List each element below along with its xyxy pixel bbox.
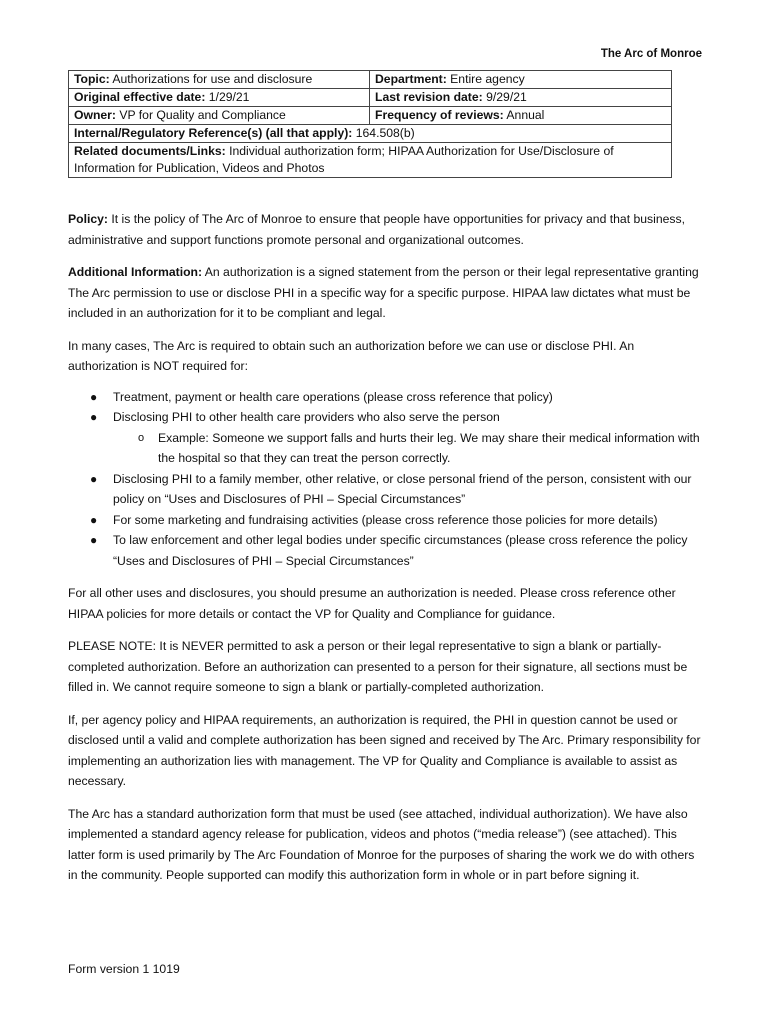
table-row bbox=[69, 143, 672, 178]
list-item bbox=[90, 387, 702, 408]
review-frequency-cell bbox=[370, 107, 672, 125]
topic-cell bbox=[69, 71, 370, 89]
review-frequency-value: Annual bbox=[506, 108, 545, 122]
related-documents-value: Individual authorization form; HIPAA Authorization for Use/Disclosure of Information for Publication, Videos and Photos bbox=[74, 144, 614, 175]
circle-bullet-icon: o bbox=[138, 431, 145, 444]
bullet-icon: ● bbox=[90, 512, 98, 527]
requirements-paragraph: If, per agency policy and HIPAA requirements, an authorization is required, the PHI in question cannot be used or disclosed until a valid and complete authorization has been signed and received by The Arc. Primary responsibility for implementing an authorization lies with management. The VP for Quality and Compliance is available to assist as necessary. bbox=[68, 712, 701, 788]
policy-paragraph bbox=[68, 209, 702, 250]
table-row bbox=[69, 107, 672, 125]
table-row bbox=[69, 71, 672, 89]
reference-label: Internal/Regulatory Reference(s) (all that apply): bbox=[74, 126, 353, 140]
bullet-icon: ● bbox=[90, 533, 98, 547]
form-version: Form version 1 1019 bbox=[68, 962, 180, 976]
department-cell bbox=[370, 71, 672, 89]
list-item bbox=[90, 407, 702, 469]
additional-info-paragraph bbox=[68, 262, 702, 324]
related-documents-label: Related documents/Links: bbox=[74, 144, 226, 158]
list-item-text: Treatment, payment or health care operations (please cross reference that policy) bbox=[113, 389, 553, 404]
policy-label: Policy: bbox=[68, 212, 108, 226]
standard-form-paragraph: The Arc has a standard authorization form that must be used (see attached, individual authorization). We have also implemented a standard agency release for publication, videos and photos (“media release”) (see attached). This latter form is used primarily by The Arc Foundation of Monroe for the purposes of sharing the work we do with others in the community. People supported can modify this authorization form in whole or in part before signing it. bbox=[68, 806, 695, 882]
sub-list-item bbox=[138, 428, 702, 469]
list-item-text: Disclosing PHI to a family member, other relative, or close personal friend of the person, consistent with our policy on “Uses and Disclosures of PHI – Special Circumstances” bbox=[113, 471, 692, 506]
list-item bbox=[90, 530, 702, 571]
department-label: Department: bbox=[375, 72, 447, 86]
topic-label: Topic: bbox=[74, 72, 110, 86]
policy-metadata-table bbox=[68, 70, 672, 178]
additional-info-text: An authorization is a signed statement from the person or their legal representative granting The Arc permission to use or disclose PHI in a specific way for a specific purpose. HIPAA law dictates what must be included in an authorization for it to be compliant and legal. bbox=[68, 265, 699, 320]
owner-label: Owner: bbox=[74, 108, 116, 122]
bullet-icon: ● bbox=[90, 389, 98, 404]
please-note-paragraph: PLEASE NOTE: It is NEVER permitted to ask a person or their legal representative to sign a blank or partially-completed authorization. Before an authorization can presented to a person for their signature, all sections must be filled in. We cannot require someone to sign a blank or partially-completed authorization. bbox=[68, 639, 688, 694]
original-date-cell bbox=[69, 89, 370, 107]
list-item-text: For some marketing and fundraising activities (please cross reference those policies for more details) bbox=[113, 512, 658, 527]
other-uses-paragraph: For all other uses and disclosures, you should presume an authorization is needed. Please cross reference other HIPAA policies for more details or contact the VP for Quality and Compliance for guidance. bbox=[68, 586, 676, 621]
list-item bbox=[90, 510, 702, 531]
sub-list bbox=[113, 428, 702, 469]
owner-value: VP for Quality and Compliance bbox=[119, 108, 286, 122]
original-date-label: Original effective date: bbox=[74, 90, 206, 104]
list-item-text: To law enforcement and other legal bodies under specific circumstances (please cross reference the policy “Uses and Disclosures of PHI – Special Circumstances” bbox=[113, 533, 688, 568]
exception-list bbox=[68, 387, 702, 572]
topic-value: Authorizations for use and disclosure bbox=[112, 72, 313, 86]
list-item bbox=[90, 469, 702, 510]
policy-body bbox=[68, 209, 702, 898]
revision-date-value: 9/29/21 bbox=[486, 90, 527, 104]
list-item-text: Disclosing PHI to other health care providers who also serve the person bbox=[113, 410, 500, 424]
revision-date-label: Last revision date: bbox=[375, 90, 483, 104]
sub-list-item-text: Example: Someone we support falls and hurts their leg. We may share their medical information with the hospital so that they can treat the person correctly. bbox=[158, 430, 700, 465]
original-date-value: 1/29/21 bbox=[208, 90, 250, 104]
owner-cell bbox=[69, 107, 370, 125]
table-row bbox=[69, 89, 672, 107]
revision-date-cell bbox=[370, 89, 672, 107]
bullet-icon: ● bbox=[90, 410, 98, 424]
department-value: Entire agency bbox=[450, 72, 525, 86]
review-frequency-label: Frequency of reviews: bbox=[375, 108, 504, 122]
organization-name: The Arc of Monroe bbox=[600, 48, 702, 60]
related-documents-cell bbox=[69, 143, 672, 178]
reference-value: 164.508(b) bbox=[355, 126, 415, 140]
many-cases-paragraph: In many cases, The Arc is required to obtain such an authorization before we can use or disclose PHI. An authorization is NOT required for: bbox=[68, 338, 635, 373]
additional-info-label: Additional Information: bbox=[68, 265, 203, 279]
policy-text: It is the policy of The Arc of Monroe to ensure that people have opportunities for privacy and that business, administrative and support functions promote personal and organizational outcomes. bbox=[68, 212, 685, 247]
table-row bbox=[69, 125, 672, 143]
bullet-icon: ● bbox=[90, 471, 98, 486]
reference-cell bbox=[69, 125, 672, 143]
